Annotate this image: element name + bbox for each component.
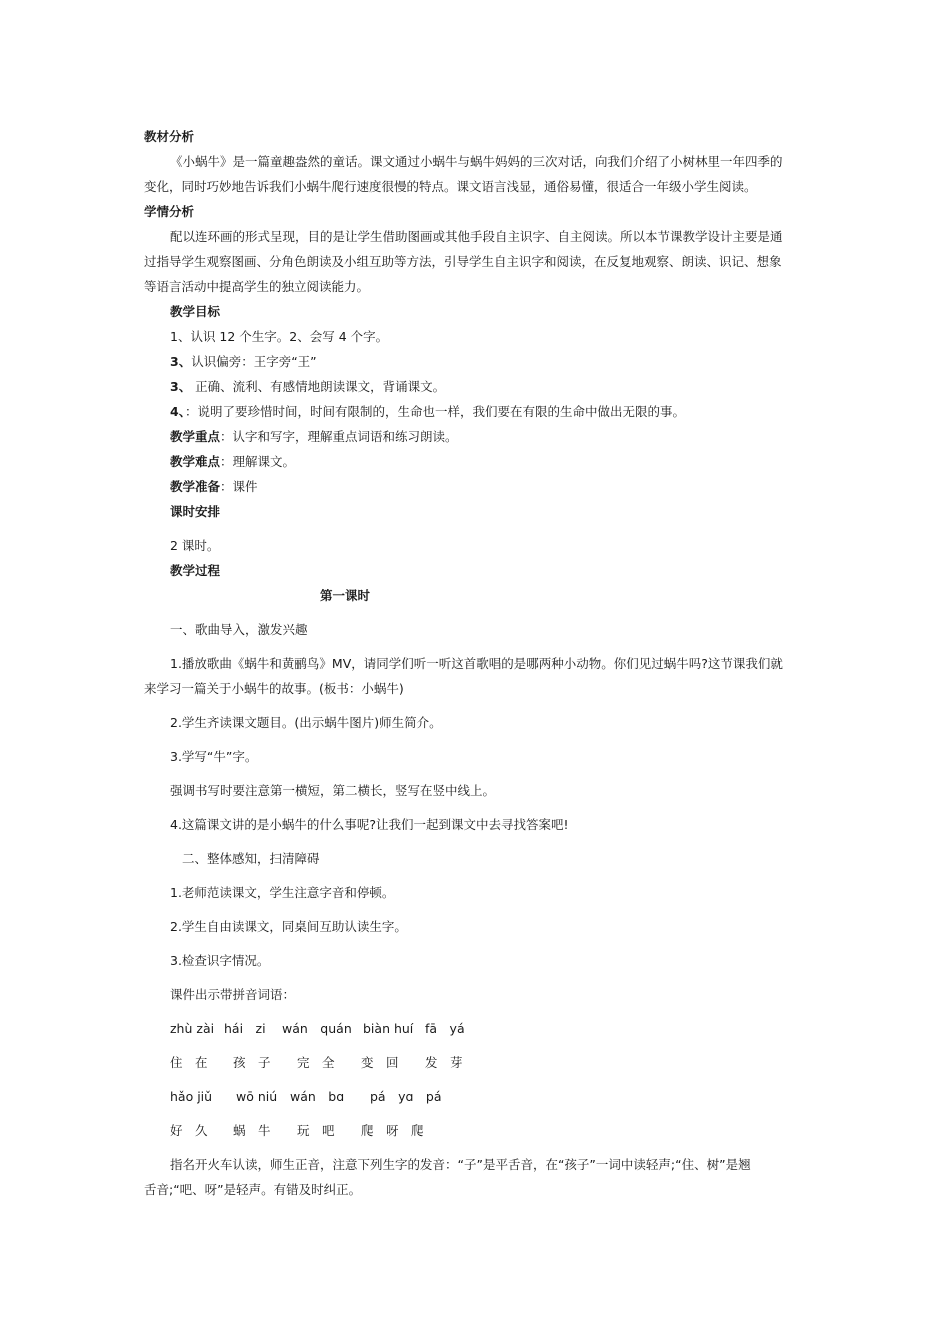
section-heading-process: 教学过程: [170, 563, 221, 578]
chinese-word: 发 芽: [425, 1055, 463, 1070]
paragraph-line: 3.检查识字情况。: [170, 953, 270, 968]
paragraph-line: 4.这篇课文讲的是小蜗牛的什么事呢?让我们一起到课文中去寻找答案吧!: [170, 817, 569, 832]
chinese-word: 住 在: [170, 1055, 208, 1070]
paragraph-line: 1.播放歌曲《蜗牛和黄鹂鸟》MV，请同学们听一听这首歌唱的是哪两种小动物。你们见过蜗牛吗?这节课我们就: [170, 656, 783, 671]
section-heading-teaching-goals: 教学目标: [170, 304, 221, 319]
teaching-difficulty: [170, 453, 295, 471]
teaching-key-point: [170, 428, 458, 446]
goal-text: 正确、流利、有感情地朗读课文，背诵课文。: [191, 379, 446, 394]
chinese-word: 爬 呀 爬: [361, 1123, 424, 1138]
paragraph-line: 变化，同时巧妙地告诉我们小蜗牛爬行速度很慢的特点。课文语言浅显，通俗易懂，很适合一年级小学生阅读。: [144, 179, 757, 194]
chinese-word: 孩 子: [233, 1055, 271, 1070]
part-heading: 二、整体感知，扫清障碍: [182, 851, 320, 866]
paragraph-line: 配以连环画的形式呈现，目的是让学生借助图画或其他手段自主识字、自主阅读。所以本节课教学设计主要是通: [170, 229, 783, 244]
goal-item: [170, 353, 317, 371]
goal-text: 认识偏旁：王字旁“王”: [191, 354, 317, 369]
goal-item: [170, 403, 685, 421]
paragraph-line: 来学习一篇关于小蜗牛的故事。(板书：小蜗牛): [144, 681, 404, 696]
pinyin-word: zhù zài: [170, 1021, 215, 1036]
pinyin-word: pá yɑ pá: [370, 1089, 442, 1104]
label: 教学难点: [170, 454, 221, 469]
pinyin-word: fā yá: [425, 1021, 465, 1036]
pinyin-word: wō niú: [236, 1089, 278, 1104]
paragraph-line: 《小蜗牛》是一篇童趣盎然的童话。课文通过小蜗牛与蜗牛妈妈的三次对话，向我们介绍了小树林里一年四季的: [170, 154, 783, 169]
goal-number: 3、: [170, 354, 192, 369]
pinyin-word: hái zi: [224, 1021, 266, 1036]
value: ：理解课文。: [220, 454, 296, 469]
label: 教学准备: [170, 479, 221, 494]
paragraph-line: 舌音;“吧、呀”是轻声。有错及时纠正。: [144, 1182, 362, 1197]
part-heading: 一、歌曲导入，激发兴趣: [170, 622, 308, 637]
chinese-word: 玩 吧: [297, 1123, 335, 1138]
paragraph-line: 2.学生齐读课文题目。(出示蜗牛图片)师生简介。: [170, 715, 442, 730]
label: 教学重点: [170, 429, 221, 444]
value: ：认字和写字，理解重点词语和练习朗读。: [220, 429, 458, 444]
section-heading-student-analysis: 学情分析: [144, 204, 195, 219]
chinese-word: 变 回: [361, 1055, 399, 1070]
goal-text: ：说明了要珍惜时间，时间有限制的，生命也一样，我们要在有限的生命中做出无限的事。: [184, 404, 685, 419]
pinyin-word: wán bɑ: [290, 1089, 345, 1104]
value: ：课件: [220, 479, 258, 494]
pinyin-word: wán quán: [282, 1021, 352, 1036]
section-heading-textbook-analysis: 教材分析: [144, 129, 195, 144]
paragraph-line: 2.学生自由读课文，同桌间互助认读生字。: [170, 919, 407, 934]
paragraph-line: 课件出示带拼音词语：: [170, 987, 296, 1002]
paragraph-line: 强调书写时要注意第一横短，第二横长，竖写在竖中线上。: [170, 783, 496, 798]
goal-item: [170, 378, 445, 396]
goal-number: 4、: [170, 404, 185, 419]
goal-item: 1、认识 12 个生字。2、会写 4 个字。: [170, 329, 389, 344]
paragraph-line: 等语言活动中提高学生的独立阅读能力。: [144, 279, 370, 294]
paragraph-line: 指名开火车认读，师生正音，注意下列生字的发音：“子”是平舌音，在“孩子”一词中读轻声;“住、树”是翘: [170, 1157, 751, 1172]
paragraph-line: 3.学写“牛”字。: [170, 749, 258, 764]
schedule-text: 2 课时。: [170, 538, 220, 553]
paragraph-line: 1.老师范读课文，学生注意字音和停顿。: [170, 885, 395, 900]
lesson-title: 第一课时: [320, 588, 371, 603]
chinese-word: 蜗 牛: [233, 1123, 271, 1138]
paragraph-line: 过指导学生观察图画、分角色朗读及小组互助等方法，引导学生自主识字和阅读，在反复地观察、朗读、识记、想象: [144, 254, 782, 269]
pinyin-word: biàn huí: [363, 1021, 414, 1036]
section-heading-schedule: 课时安排: [170, 504, 221, 519]
chinese-word: 完 全: [297, 1055, 335, 1070]
chinese-word: 好 久: [170, 1123, 208, 1138]
pinyin-word: hǎo jiǔ: [170, 1089, 213, 1104]
goal-number: 3、: [170, 379, 192, 394]
teaching-preparation: [170, 478, 258, 496]
